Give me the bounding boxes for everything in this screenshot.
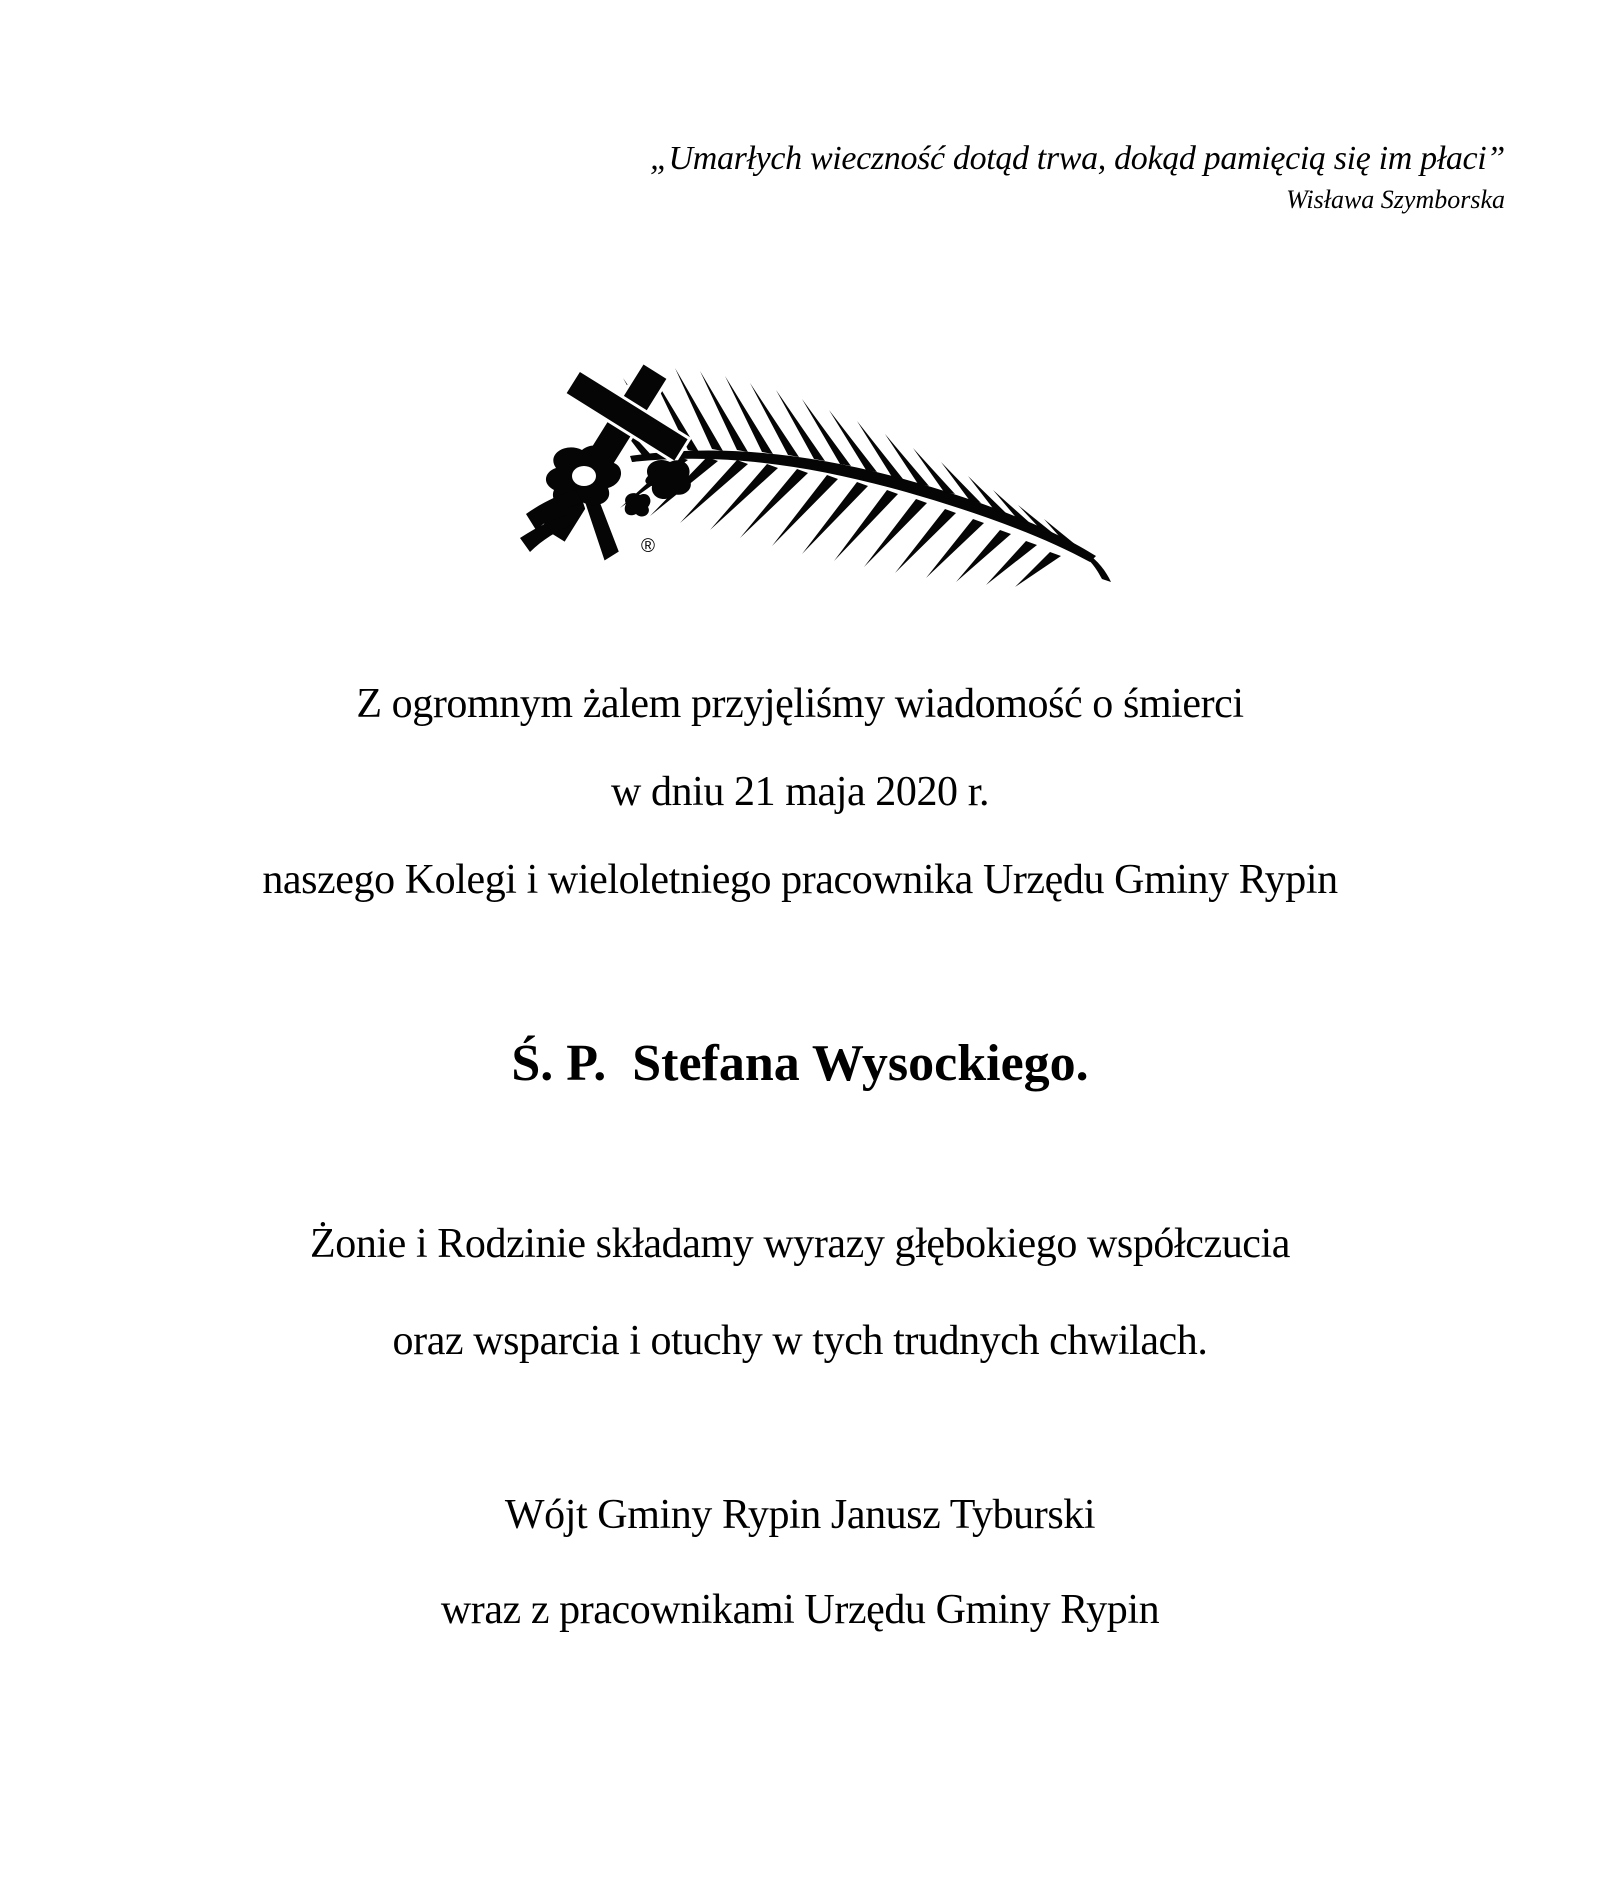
signature-block bbox=[0, 1468, 1600, 1658]
condolence-block bbox=[0, 1196, 1600, 1390]
cross-and-palm-branch-icon bbox=[498, 356, 1118, 592]
announcement-line-3: naszego Kolegi i wieloletniego pracownika Urzędu Gminy Rypin bbox=[262, 857, 1338, 903]
registered-mark: ® bbox=[641, 536, 655, 557]
announcement-line-1: Z ogromnym żalem przyjęliśmy wiadomość o śmierci bbox=[356, 681, 1244, 727]
condolence-line-2: oraz wsparcia i otuchy w tych trudnych chwilach. bbox=[392, 1318, 1208, 1364]
announcement-line-2: w dniu 21 maja 2020 r. bbox=[610, 769, 990, 815]
epigraph-quote: „Umarłych wieczność dotąd trwa, dokąd pamięcią się im płaci” bbox=[649, 140, 1505, 177]
deceased-name: Ś. P. Stefana Wysockiego. bbox=[511, 1035, 1089, 1092]
condolence-line-1: Żonie i Rodzinie składamy wyrazy głębokiego współczucia bbox=[310, 1221, 1290, 1267]
signature-line-1: Wójt Gminy Rypin Janusz Tyburski bbox=[504, 1492, 1096, 1538]
epigraph-author: Wisława Szymborska bbox=[1286, 184, 1505, 214]
epigraph-block bbox=[650, 138, 1505, 215]
announcement-block bbox=[0, 660, 1600, 924]
signature-line-2: wraz z pracownikami Urzędu Gminy Rypin bbox=[440, 1587, 1160, 1633]
